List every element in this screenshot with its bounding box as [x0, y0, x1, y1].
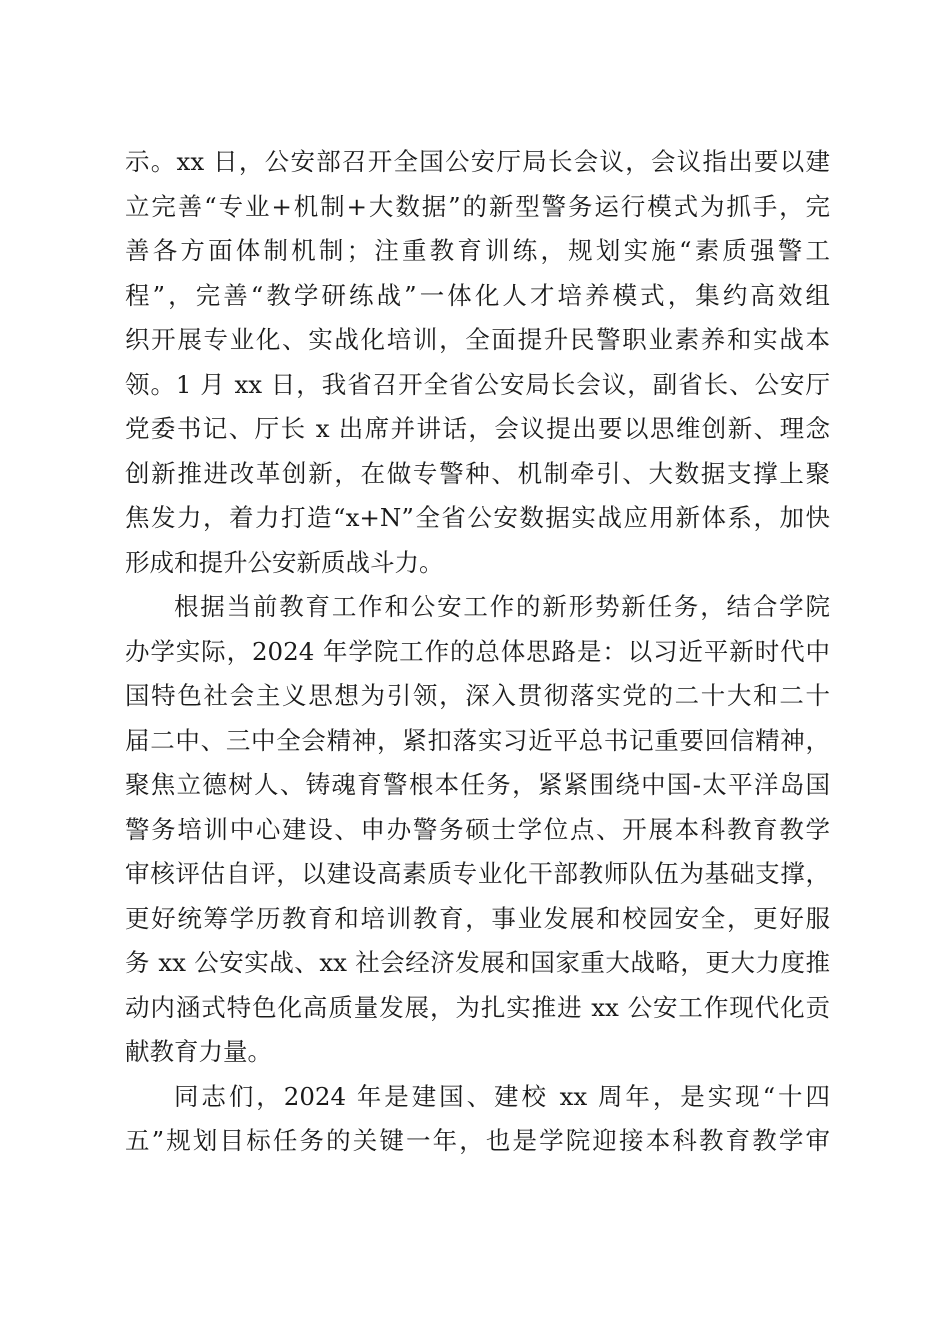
paragraph-1-line-9: 焦发力，着力打造“x+N”全省公安数据实战应用新体系，加快 — [125, 503, 830, 532]
paragraph-2-line-6: 警务培训中心建设、申办警务硕士学位点、开展本科教育教学 — [125, 814, 830, 844]
paragraph-2-line-7: 审核评估自评，以建设高素质专业化干部教师队伍为基础支撑， — [125, 859, 830, 888]
paragraph-3-line-1: 同志们，2024 年是建国、建校 xx 周年，是实现“十四 — [174, 1081, 830, 1111]
paragraph-2-line-10: 动内涵式特色化高质量发展，为扎实推进 xx 公安工作现代化贡 — [125, 992, 830, 1022]
paragraph-1-line-1: 示。xx 日，公安部召开全国公安厅局长会议，会议指出要以建 — [125, 147, 830, 176]
document-body — [125, 140, 830, 1164]
paragraph-2-line-4: 届二中、三中全会精神，紧扣落实习近平总书记重要回信精神， — [125, 725, 830, 755]
paragraph-1-line-8: 创新推进改革创新，在做专警种、机制牵引、大数据支撑上聚 — [125, 458, 830, 488]
paragraph-1-line-2: 立完善“专业+机制+大数据”的新型警务运行模式为抓手，完 — [125, 191, 830, 221]
paragraph-1-line-3: 善各方面体制机制；注重教育训练，规划实施“素质强警工 — [125, 236, 830, 265]
paragraph-2-line-3: 国特色社会主义思想为引领，深入贯彻落实党的二十大和二十 — [125, 681, 830, 710]
paragraph-2-line-1: 根据当前教育工作和公安工作的新形势新任务，结合学院 — [174, 592, 830, 621]
paragraph-2-line-11: 献教育力量。 — [125, 1037, 272, 1066]
paragraph-3-line-2: 五”规划目标任务的关键一年，也是学院迎接本科教育教学审 — [125, 1126, 830, 1155]
paragraph-2-line-8: 更好统筹学历教育和培训教育，事业发展和校园安全，更好服 — [125, 903, 830, 933]
paragraph-2-line-5: 聚焦立德树人、铸魂育警根本任务，紧紧围绕中国-太平洋岛国 — [125, 770, 830, 799]
paragraph-1-line-5: 织开展专业化、实战化培训，全面提升民警职业素养和实战本 — [125, 325, 830, 354]
paragraph-1-line-10: 形成和提升公安新质战斗力。 — [125, 547, 444, 577]
paragraph-1-line-4: 程”，完善“教学研练战”一体化人才培养模式，集约高效组 — [125, 280, 830, 310]
paragraph-2-line-2: 办学实际，2024 年学院工作的总体思路是：以习近平新时代中 — [125, 636, 830, 666]
paragraph-2-line-9: 务 xx 公安实战、xx 社会经济发展和国家重大战略，更大力度推 — [125, 948, 830, 977]
paragraph-1-line-6: 领。1 月 xx 日，我省召开全省公安局长会议，副省长、公安厅 — [125, 369, 830, 399]
paragraph-1-line-7: 党委书记、厅长 x 出席并讲话，会议提出要以思维创新、理念 — [125, 414, 830, 443]
